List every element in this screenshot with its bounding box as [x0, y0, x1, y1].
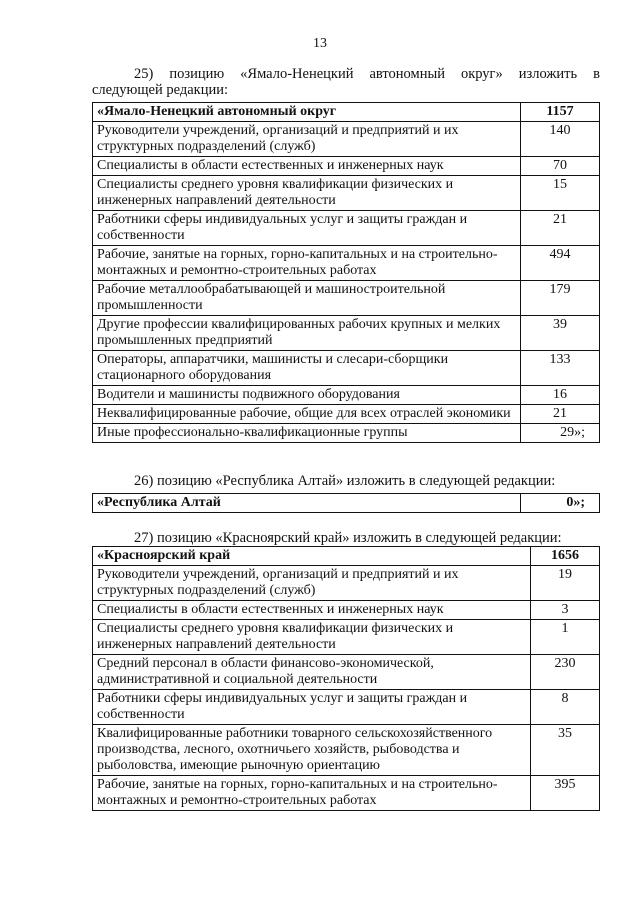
occupation-value: 15: [521, 176, 600, 211]
occupation-name: Квалифицированные работники товарного сельскохозяйственного производства, лесного, охотничьего хозяйств, рыбоводства и рыболовства, имеющие рыночную ориентацию: [93, 725, 531, 776]
table-row: [93, 386, 600, 405]
occupation-name: Другие профессии квалифицированных рабочих крупных и мелких промышленных предприятий: [93, 316, 521, 351]
table-row: [93, 281, 600, 316]
occupation-name: Специалисты в области естественных и инженерных наук: [93, 601, 531, 620]
occupation-name: Специалисты среднего уровня квалификации физических и инженерных направлений деятельности: [93, 176, 521, 211]
item-25-line-1: [92, 66, 600, 82]
table-row: [93, 246, 600, 281]
occupation-name: Операторы, аппаратчики, машинисты и слесари-сборщики стационарного оборудования: [93, 351, 521, 386]
occupation-name: Работники сферы индивидуальных услуг и защиты граждан и собственности: [93, 690, 531, 725]
item-25-word: 25): [134, 66, 154, 82]
occupation-name: Руководители учреждений, организаций и предприятий и их структурных подразделений (служб): [93, 122, 521, 157]
occupation-name: Руководители учреждений, организаций и предприятий и их структурных подразделений (служб): [93, 566, 531, 601]
occupation-value: 21: [521, 211, 600, 246]
occupation-value: 8: [531, 690, 600, 725]
item-25-line-2: следующей редакции:: [92, 82, 229, 98]
region-name: «Республика Алтай: [93, 494, 521, 513]
occupation-name: Специалисты среднего уровня квалификации физических и инженерных направлений деятельности: [93, 620, 531, 655]
occupation-name: Средний персонал в области финансово-экономической, административной и социальной деятельности: [93, 655, 531, 690]
occupation-value: 179: [521, 281, 600, 316]
table-row: [93, 566, 600, 601]
table-header-row: [93, 494, 600, 513]
table-row: [93, 690, 600, 725]
occupation-value: 230: [531, 655, 600, 690]
occupation-value: 133: [521, 351, 600, 386]
table-row: [93, 122, 600, 157]
table-altai-republic: [92, 493, 600, 513]
occupation-name: Рабочие металлообрабатывающей и машиностроительной промышленности: [93, 281, 521, 316]
item-25-word: округ»: [460, 66, 503, 82]
table-row: [93, 316, 600, 351]
table-header-row: [93, 103, 600, 122]
table-yamalo-nenets: [92, 102, 600, 443]
occupation-name: Иные профессионально-квалификационные группы: [93, 424, 521, 443]
table-row: [93, 776, 600, 811]
item-25-word: изложить: [518, 66, 578, 82]
occupation-name: Специалисты в области естественных и инженерных наук: [93, 157, 521, 176]
occupation-value: 19: [531, 566, 600, 601]
table-krasnoyarsk-krai: [92, 546, 600, 811]
occupation-name: Работники сферы индивидуальных услуг и защиты граждан и собственности: [93, 211, 521, 246]
region-name: «Красноярский край: [93, 547, 531, 566]
occupation-name: Рабочие, занятые на горных, горно-капитальных и на строительно-монтажных и ремонтно-строительных работах: [93, 246, 521, 281]
table-row: [93, 620, 600, 655]
item-27-paragraph: 27) позицию «Красноярский край» изложить в следующей редакции:: [134, 530, 562, 546]
region-total: 0»;: [521, 494, 600, 513]
table-row: [93, 176, 600, 211]
table-row: [93, 157, 600, 176]
occupation-value: 395: [531, 776, 600, 811]
item-26-paragraph: 26) позицию «Республика Алтай» изложить в следующей редакции:: [134, 473, 556, 489]
occupation-value: 16: [521, 386, 600, 405]
occupation-value: 70: [521, 157, 600, 176]
occupation-value: 494: [521, 246, 600, 281]
region-total: 1656: [531, 547, 600, 566]
table-row: [93, 655, 600, 690]
region-name: «Ямало-Ненецкий автономный округ: [93, 103, 521, 122]
occupation-value: 21: [521, 405, 600, 424]
occupation-value: 1: [531, 620, 600, 655]
item-25-word: в: [593, 66, 600, 82]
occupation-value: 35: [531, 725, 600, 776]
table-row: [93, 351, 600, 386]
item-25-word: позицию: [169, 66, 225, 82]
table-header-row: [93, 547, 600, 566]
table-row: [93, 211, 600, 246]
item-25-paragraph: [92, 66, 600, 98]
table-row: [93, 424, 600, 443]
occupation-value: 140: [521, 122, 600, 157]
occupation-name: Неквалифицированные рабочие, общие для всех отраслей экономики: [93, 405, 521, 424]
occupation-name: Рабочие, занятые на горных, горно-капитальных и на строительно-монтажных и ремонтно-строительных работах: [93, 776, 531, 811]
table-row: [93, 405, 600, 424]
table-row: [93, 601, 600, 620]
occupation-value: 3: [531, 601, 600, 620]
region-total: 1157: [521, 103, 600, 122]
table-row: [93, 725, 600, 776]
item-25-word: автономный: [369, 66, 445, 82]
item-25-word: «Ямало-Ненецкий: [240, 66, 354, 82]
occupation-value: 29»;: [521, 424, 600, 443]
occupation-value: 39: [521, 316, 600, 351]
page-number: 13: [313, 36, 327, 51]
occupation-name: Водители и машинисты подвижного оборудования: [93, 386, 521, 405]
